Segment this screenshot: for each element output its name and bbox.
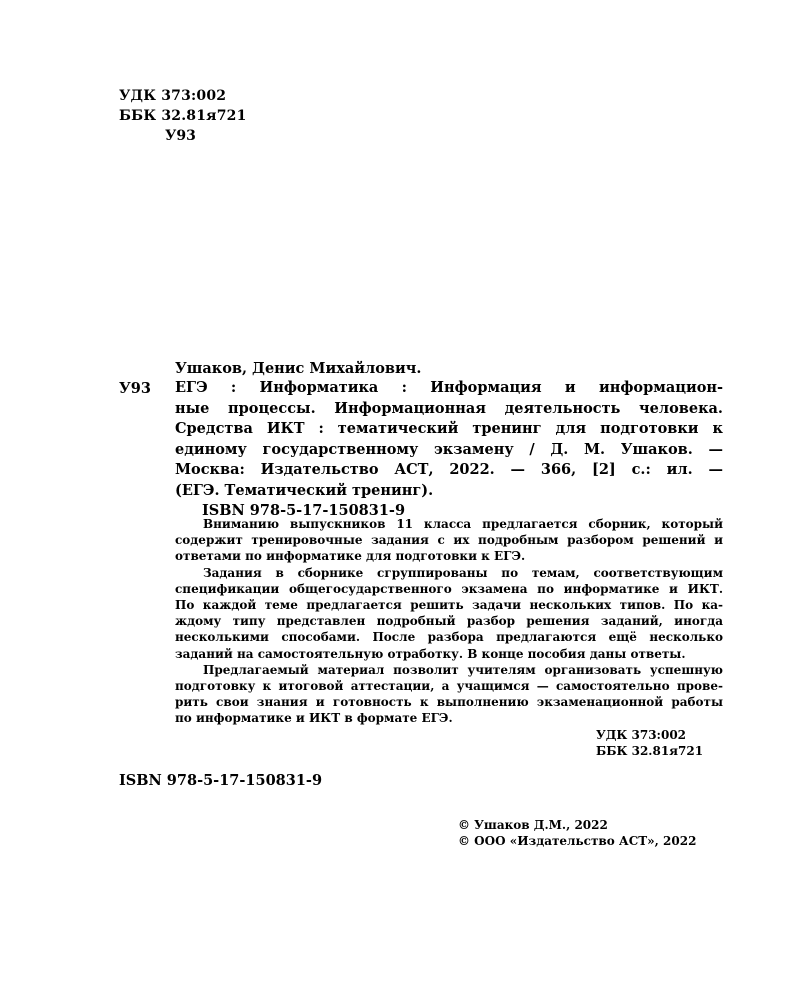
annotation-line: ответами по информатике для подготовки к ЕГЭ.: [175, 549, 526, 564]
annotation-line: спецификации общегосударственного экзамена по информатике и ИКТ.: [175, 581, 723, 596]
author-sign-top: У93: [165, 128, 196, 144]
bibliographic-record: [175, 378, 723, 522]
annotation-line: Задания в сборнике сгруппированы по темам, соответствующим: [203, 565, 723, 580]
udk-code-bottom: УДК 373:002: [596, 728, 687, 742]
record-line: единому государственному экзамену / Д. М. Ушаков. —: [175, 440, 723, 458]
annotation-line: подготовку к итоговой аттестации, а учащимся — самостоятельно прове-: [175, 679, 723, 694]
record-line: ЕГЭ : Информатика : Информация и информацион-: [175, 379, 723, 396]
annotation-line: По каждой теме предлагается решить задачи нескольких типов. По ка-: [175, 598, 723, 613]
annotation-line: Предлагаемый материал позволит учителям организовать успешную: [203, 662, 723, 677]
record-line: Москва: Издательство АСТ, 2022. — 366, [2] с.: ил. —: [175, 461, 723, 478]
copyright-author: © Ушаков Д.М., 2022: [458, 818, 608, 832]
annotation-line: рить свои знания и готовность к выполнению экзаменационной работы: [175, 695, 723, 710]
annotation-line: Вниманию выпускников 11 класса предлагается сборник, который: [203, 517, 723, 531]
annotation-line: ждому типу представлен подробный разбор решения заданий, иногда: [175, 614, 723, 629]
isbn-bottom: ISBN 978-5-17-150831-9: [119, 772, 323, 789]
bbk-code-top: ББК 32.81я721: [119, 108, 247, 124]
record-isbn: ISBN 978-5-17-150831-9: [202, 502, 406, 519]
record-line: (ЕГЭ. Тематический тренинг).: [175, 481, 434, 499]
record-line: ные процессы. Информационная деятельность человека.: [175, 399, 723, 417]
author-heading: Ушаков, Денис Михайлович.: [175, 360, 422, 377]
annotation-line: содержит тренировочные задания с их подробным разбором решений и: [175, 533, 723, 548]
bbk-code-bottom: ББК 32.81я721: [596, 744, 704, 758]
udk-code-top: УДК 373:002: [119, 88, 227, 104]
record-line: Средства ИКТ : тематический тренинг для подготовки к: [175, 420, 723, 437]
annotation-line: заданий на самостоятельную отработку. В конце пособия даны ответы.: [175, 646, 686, 661]
annotation-line: несколькими способами. После разбора предлагаются ещё несколько: [175, 630, 723, 645]
author-sign: У93: [119, 380, 151, 397]
copyright-publisher: © ООО «Издательство АСТ», 2022: [458, 834, 697, 848]
annotation-line: по информатике и ИКТ в формате ЕГЭ.: [175, 711, 453, 726]
annotation: [175, 516, 723, 727]
